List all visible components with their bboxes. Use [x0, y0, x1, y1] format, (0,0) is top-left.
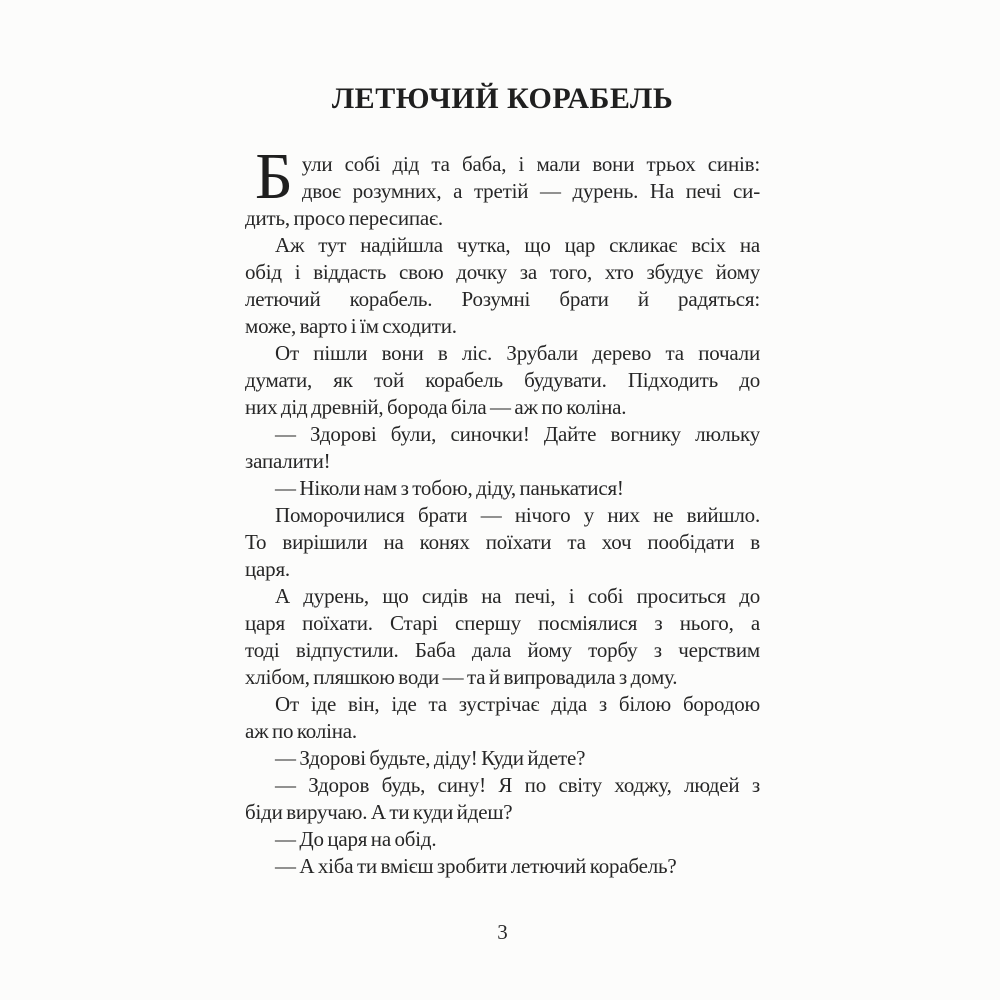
text-line: — Ніколи нам з тобою, діду, панькатися! — [275, 476, 624, 500]
text-line: — До царя на обід. — [275, 827, 437, 851]
story-paragraph — [245, 772, 760, 826]
text-line: ули собі дід та баба, і мали вони трьох синів: — [301, 152, 760, 176]
story-paragraph — [245, 583, 760, 691]
text-line: — Здорові були, синочки! Дайте вогнику люльку — [275, 422, 760, 446]
text-line: — Здорові будьте, діду! Куди йдете? — [275, 746, 586, 770]
text-line: обід і віддасть свою дочку за того, хто збудує йому — [245, 260, 760, 284]
story-paragraph — [245, 340, 760, 421]
text-line: — Здоров будь, сину! Я по світу ходжу, людей з — [275, 773, 760, 797]
story-paragraph — [245, 475, 760, 502]
text-line: тоді відпустили. Баба дала йому торбу з черствим — [245, 638, 760, 662]
text-line: царя. — [245, 557, 290, 581]
text-line: То вирішили на конях поїхати та хоч пообідати в — [245, 530, 760, 554]
story-paragraph — [245, 826, 760, 853]
text-line: — А хіба ти вмієш зробити летючий корабель? — [275, 854, 677, 878]
story-paragraph — [245, 421, 760, 475]
text-line: може, варто і їм сходити. — [245, 314, 457, 338]
story-paragraph — [245, 502, 760, 583]
text-line: біди виручаю. А ти куди йдеш? — [245, 800, 513, 824]
story-text — [245, 140, 760, 880]
text-line: Аж тут надійшла чутка, що цар скликає всіх на — [275, 233, 760, 257]
text-line: хлібом, пляшкою води — та й випровадила з дому. — [245, 665, 678, 689]
text-line: думати, як той корабель будувати. Підходить до — [245, 368, 760, 392]
story-paragraph — [245, 853, 760, 880]
text-line: От пішли вони в ліс. Зрубали дерево та почали — [275, 341, 760, 365]
text-line: Поморочилися брати — нічого у них не вийшло. — [275, 503, 760, 527]
page-number: 3 — [497, 920, 508, 944]
story-paragraph — [245, 745, 760, 772]
page-title: ЛЕТЮЧИЙ КОРАБЕЛЬ — [331, 82, 674, 115]
text-line: запалити! — [245, 449, 331, 473]
text-line: летючий корабель. Розумні брати й радяться: — [245, 287, 760, 311]
text-line: А дурень, що сидів на печі, і собі проситься до — [275, 584, 760, 608]
story-paragraph — [245, 232, 760, 340]
text-line: дить, просо пересипає. — [245, 206, 443, 230]
text-line: аж по коліна. — [245, 719, 357, 743]
drop-cap: Б — [255, 140, 293, 213]
text-line: них дід древній, борода біла — аж по коліна. — [245, 395, 627, 419]
text-line: царя поїхати. Старі спершу посміялися з нього, а — [245, 611, 760, 635]
story-paragraph — [245, 140, 760, 232]
text-line: двоє розумних, а третій — дурень. На печі си- — [301, 179, 760, 203]
text-line: От іде він, іде та зустрічає діда з білою бородою — [275, 692, 760, 716]
story-paragraph — [245, 691, 760, 745]
